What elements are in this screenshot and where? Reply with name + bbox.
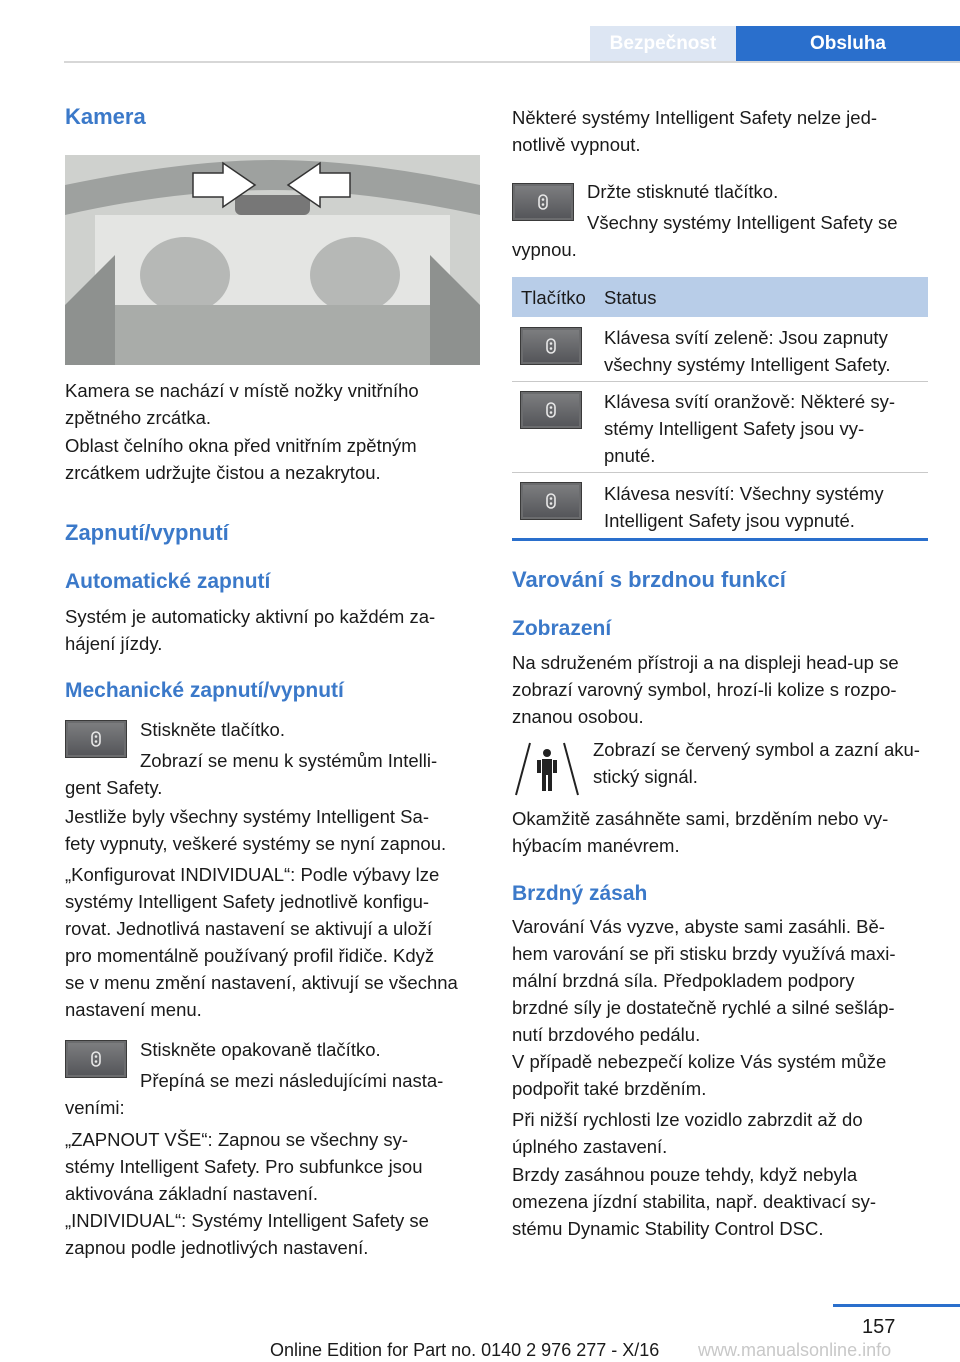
auto-heading: Automatické zapnutí <box>65 570 271 593</box>
camera-heading: Kamera <box>65 104 146 129</box>
table-row: Klávesa svítí oranžově: Některé sy‐ stémy Intelligent Safety jsou vy‐ pnuté. <box>604 391 895 466</box>
display-heading: Zobrazení <box>512 617 612 640</box>
red-symbol-text: Zobrazí se červený symbol a zazní aku‐ stický signál. <box>593 739 920 787</box>
some-systems-text: Některé systémy Intelligent Safety nelze jed‐ notlivě vypnout. <box>512 107 878 155</box>
brake-text: Varování Vás vyzve, abyste sami zasáhli. Bě‐ hem varování se při stisku brzdy využívá maxi‐ mální brzdná síla. Předpokladem podpory brzdné síly je dostatečně rychlé a silné sešláp‐ nutí brzdového pedálu. <box>512 916 896 1045</box>
table-col-button: Tlačítko <box>521 287 586 308</box>
brake-heading: Brzdný zásah <box>512 882 648 905</box>
press-button-text: Stiskněte tlačítko. <box>140 719 285 740</box>
hold-button-text: Držte stisknuté tlačítko. <box>587 181 779 202</box>
all-off-text: Všechny systémy Intelligent Safety se vypnou. <box>512 212 898 260</box>
low-speed-text: Při nižší rychlosti lze vozidlo zabrzdit až do úplného zastavení. <box>512 1109 863 1157</box>
watermark: www.manualsonline.info <box>698 1340 892 1360</box>
tab-obsluha[interactable]: Obsluha <box>736 26 960 61</box>
button-green-icon <box>520 327 582 365</box>
camera-photo <box>65 155 480 365</box>
display-text: Na sdruženém přístroji a na displeji head-up se zobrazí varovný symbol, hrozí-li kolize s rozpo‐ znanou osobou. <box>512 652 899 727</box>
individual-text: „INDIVIDUAL“: Systémy Intelligent Safety se zapnou podle jednotlivých nastavení. <box>65 1210 429 1258</box>
table-row: Klávesa svítí zeleně: Jsou zapnuty všechny systémy Intelligent Safety. <box>604 327 891 375</box>
button-off-icon <box>520 482 582 520</box>
switch-text: Přepíná se mezi následujícími nasta‐ veními: <box>65 1070 444 1118</box>
onoff-heading: Zapnutí/vypnutí <box>65 520 229 545</box>
table-row: Klávesa nesvítí: Všechny systémy Intelligent Safety jsou vypnuté. <box>604 483 884 531</box>
page-number: 157 <box>862 1316 896 1338</box>
mech-heading: Mechanické zapnutí/vypnutí <box>65 679 344 702</box>
header-divider <box>64 61 960 63</box>
menu-text: Zobrazí se menu k systémům Intelli‐ gent Safety. <box>65 750 438 798</box>
button-orange-icon <box>520 391 582 429</box>
danger-text: V případě nebezpečí kolize Vás systém může podpořit také brzděním. <box>512 1051 887 1099</box>
act-text: Okamžitě zasáhněte sami, brzděním nebo vy‐ hýbacím manévrem. <box>512 808 889 856</box>
table-col-status: Status <box>604 287 657 308</box>
tab-bezpecnost[interactable]: Bezpečnost <box>590 26 736 61</box>
if-all-text: Jestliže byly všechny systémy Intelligent Sa‐ fety vypnuty, veškeré systémy se nyní zapnou. <box>65 806 447 854</box>
auto-text: Systém je automaticky aktivní po každém za‐ hájení jízdy. <box>65 606 436 654</box>
camera-text-1: Kamera se nachází v místě nožky vnitřního zpětného zrcátka. <box>65 380 419 428</box>
brakes-only-text: Brzdy zasáhnou pouze tehdy, když nebyla omezena jízdní stabilita, např. deaktivací sy‐ stému Dynamic Stability Control DSC. <box>512 1164 877 1239</box>
table-divider <box>512 472 928 473</box>
edition-text: Online Edition for Part no. 0140 2 976 277 - X/16 <box>270 1340 660 1360</box>
warn-heading: Varování s brzdnou funkcí <box>512 567 786 592</box>
table-divider <box>512 381 928 382</box>
page-number-rule <box>833 1304 960 1307</box>
configure-text: „Konfigurovat INDIVIDUAL“: Podle výbavy lze systémy Intelligent Safety jednotlivě konfigu‐ rovat. Jednotlivá nastavení se aktivují a uloží pro momentálně používaný profil řidiče. Když se v menu změní nastavení, aktivují se všechna nastavení menu. <box>65 864 458 1020</box>
press-repeat-text: Stiskněte opakovaně tlačítko. <box>140 1039 381 1060</box>
table-bottom-rule <box>512 538 928 541</box>
pedestrian-warning-icon <box>512 739 582 797</box>
all-on-text: „ZAPNOUT VŠE“: Zapnou se všechny sy‐ stémy Intelligent Safety. Pro subfunkce jsou aktivována základní nastavení. <box>65 1129 423 1204</box>
camera-text-2: Oblast čelního okna před vnitřním zpětným zrcátkem udržujte čistou a nezakrytou. <box>65 435 417 483</box>
